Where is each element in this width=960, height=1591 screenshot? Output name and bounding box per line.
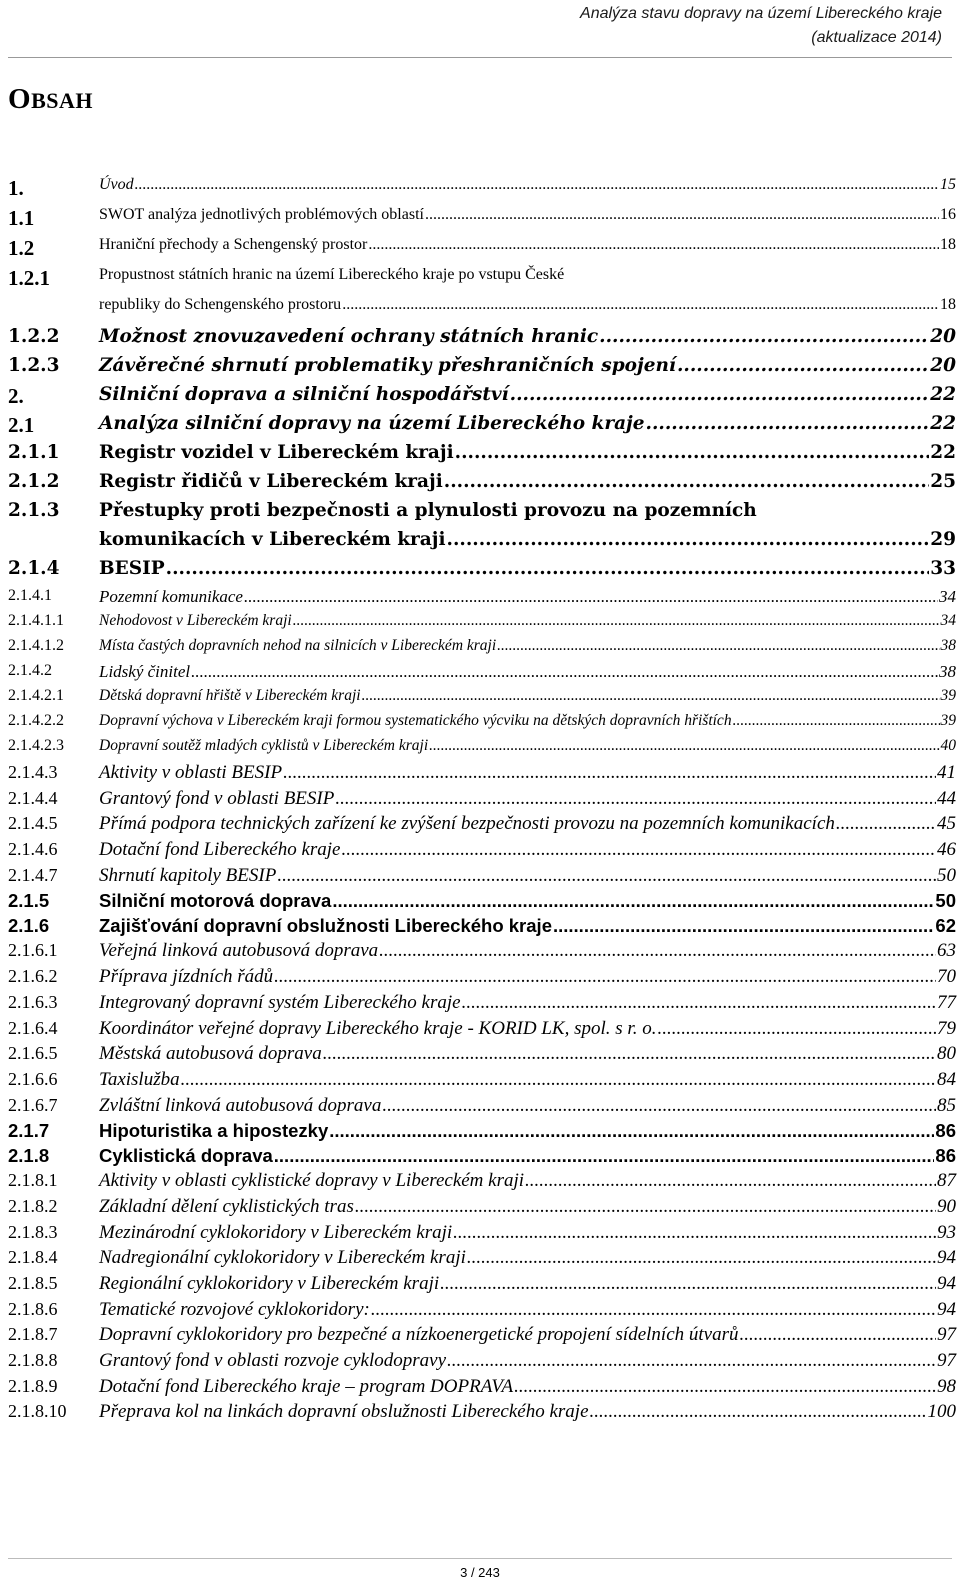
toc-entry[interactable] (8, 1324, 956, 1350)
toc-entry-number: 2.1.8.4 (8, 1247, 58, 1268)
toc-entry-page: 44 (937, 787, 956, 809)
toc-entry-number: 2.1.8.3 (8, 1221, 58, 1242)
toc-entry-title: Možnost znovuzavedení ochrany státních hranic (99, 326, 599, 347)
toc-entry-number: 1.2 (8, 236, 35, 260)
toc-entry-page: 86 (935, 1145, 956, 1167)
toc-leader-dots (657, 1018, 936, 1040)
toc-leader-dots (274, 966, 936, 988)
toc-entry[interactable] (8, 1401, 956, 1427)
toc-entry-title: Hraniční přechody a Schengenský prostor (99, 236, 368, 253)
toc-entry-number: 2.1.8.10 (8, 1401, 67, 1422)
toc-entry-page: 97 (937, 1350, 956, 1372)
toc-entry-title: Cyklistická doprava (99, 1145, 273, 1167)
toc-entry-number: 2.1.8.9 (8, 1375, 58, 1396)
toc-entry[interactable] (8, 1299, 956, 1325)
toc-entry-number: 2.1.2 (8, 471, 60, 492)
toc-entry-title-continued: republiky do Schengenského prostoru (99, 296, 342, 313)
running-header (580, 2, 942, 50)
toc-entry-number: 2.1.4.1.2 (8, 637, 64, 654)
toc-entry-page: 80 (937, 1043, 956, 1065)
toc-entry-number: 2.1.6 (8, 915, 50, 937)
toc-entry-page: 84 (937, 1068, 956, 1090)
toc-entry-number: 2.1.4.5 (8, 813, 58, 834)
toc-entry-title: Zvláštní linková autobusová doprava (99, 1094, 382, 1116)
toc-leader-dots (444, 471, 930, 492)
toc-leader-dots (429, 737, 939, 755)
toc-entry-title: Registr vozidel v Libereckém kraji (99, 442, 454, 463)
toc-entry-number: 2.1.4.2.2 (8, 712, 64, 729)
toc-entry-number: 2.1.4.4 (8, 787, 58, 808)
toc-entry-page: 63 (937, 940, 956, 962)
toc-leader-dots (497, 637, 939, 655)
toc-entry[interactable] (8, 992, 956, 1018)
toc-entry[interactable] (8, 1350, 956, 1376)
toc-entry[interactable] (8, 1043, 956, 1069)
toc-entry-page: 97 (937, 1324, 956, 1346)
toc-leader-dots (274, 1145, 935, 1167)
toc-entry-title: Místa častých dopravních nehod na silnicích v Libereckém kraji (99, 637, 497, 654)
toc-entry[interactable] (8, 940, 956, 966)
toc-entry-number: 2.1.7 (8, 1120, 50, 1142)
toc-entry-number: 2.1.4.2 (8, 662, 52, 679)
toc-entry[interactable] (8, 1170, 956, 1196)
toc-entry-number: 2.1.8.7 (8, 1324, 58, 1345)
toc-entry-number: 2.1.1 (8, 442, 60, 463)
toc-entry-page: 86 (935, 1120, 956, 1142)
toc-entry-number: 1.2.1 (8, 266, 50, 290)
toc-entry-number: 2.1.4.1 (8, 587, 52, 604)
toc-entry-title: Grantový fond v oblasti rozvoje cyklodopravy (99, 1350, 447, 1372)
toc-entry-title: Základní dělení cyklistických tras (99, 1195, 354, 1217)
toc-leader-dots (525, 1170, 936, 1192)
toc-leader-dots (323, 1043, 936, 1065)
toc-entry[interactable] (8, 1196, 956, 1222)
toc-entry-title: Shrnutí kapitoly BESIP (99, 864, 277, 886)
toc-entry-page: 29 (930, 529, 956, 550)
toc-entry-title: Hipoturistika a hipostezky (99, 1120, 329, 1142)
toc-entry-title-continued: komunikacích v Libereckém kraji (99, 529, 446, 550)
toc-entry-page: 15 (940, 176, 956, 193)
toc-entry-page: 22 (930, 413, 956, 434)
toc-entry-title: Registr řidičů v Libereckém kraji (99, 471, 443, 492)
toc-entry-page: 70 (937, 966, 956, 988)
toc-entry[interactable] (8, 500, 956, 558)
toc-leader-dots (277, 865, 936, 887)
toc-entry[interactable] (8, 762, 956, 788)
toc-entry-number: 2.1.5 (8, 890, 50, 912)
toc-leader-dots (455, 442, 930, 463)
toc-entry-page: 16 (940, 206, 956, 223)
toc-entry-title: BESIP (99, 558, 165, 579)
toc-entry-title: Městská autobusová doprava (99, 1043, 322, 1065)
toc-entry-title: Přímá podpora technických zařízení ke zvýšení bezpečnosti provozu na pozemních komunikacích (99, 813, 835, 835)
table-of-contents (8, 176, 956, 1427)
toc-entry-page: 38 (940, 637, 956, 654)
toc-leader-dots (646, 413, 930, 434)
toc-entry[interactable] (8, 1095, 956, 1121)
toc-entry[interactable] (8, 865, 956, 891)
toc-leader-dots (342, 296, 939, 314)
toc-entry-title: Analýza silniční dopravy na území Libereckého kraje (99, 413, 645, 434)
toc-leader-dots (181, 1069, 936, 1091)
toc-entry-page: 46 (937, 839, 956, 861)
toc-entry[interactable] (8, 236, 956, 266)
toc-entry-title: Přestupky proti bezpečnosti a plynulosti provozu na pozemních (99, 500, 757, 521)
toc-entry-page: 34 (939, 587, 956, 606)
toc-entry-number: 1.1 (8, 206, 35, 230)
toc-leader-dots (733, 712, 940, 730)
toc-leader-dots (553, 915, 934, 937)
toc-entry-page: 100 (927, 1401, 956, 1423)
toc-leader-dots (371, 1299, 936, 1321)
toc-leader-dots (362, 687, 940, 705)
toc-entry[interactable] (8, 712, 956, 737)
toc-entry-title: Lidský činitel (99, 662, 191, 681)
toc-entry-title: Dopravní soutěž mladých cyklistů v Libereckém kraji (99, 737, 429, 754)
toc-entry-title: Mezinárodní cyklokoridory v Libereckém kraji (99, 1221, 453, 1243)
toc-entry[interactable] (8, 1145, 956, 1170)
toc-leader-dots (283, 762, 936, 784)
toc-entry[interactable] (8, 839, 956, 865)
toc-entry-number: 2.1.8.2 (8, 1195, 58, 1216)
toc-entry-page: 40 (940, 737, 956, 754)
toc-entry-page: 33 (930, 558, 956, 579)
toc-entry-page: 22 (930, 442, 956, 463)
toc-entry[interactable] (8, 1376, 956, 1402)
toc-entry-title: Dětská dopravní hřiště v Libereckém kraji (99, 687, 361, 704)
toc-leader-dots (191, 662, 938, 682)
toc-entry-title: SWOT analýza jednotlivých problémových oblastí (99, 206, 424, 223)
toc-leader-dots (467, 1247, 936, 1269)
toc-leader-dots (355, 1196, 936, 1218)
toc-entry-number: 2.1 (8, 413, 35, 437)
toc-entry-page: 22 (930, 384, 956, 405)
toc-entry-title: Dotační fond Libereckého kraje – program DOPRAVA (99, 1375, 514, 1397)
toc-entry-number: 2.1.4.2.1 (8, 687, 64, 704)
toc-leader-dots (447, 1350, 936, 1372)
toc-entry-number: 2.1.6.5 (8, 1043, 58, 1064)
toc-entry-title: Koordinátor veřejné dopravy Libereckého kraje - KORID LK, spol. s r. o. (99, 1017, 657, 1039)
toc-leader-dots (447, 529, 930, 550)
toc-entry-title: Nehodovost v Libereckém kraji (99, 612, 292, 629)
toc-entry[interactable] (8, 266, 956, 326)
toc-entry-page: 94 (937, 1298, 956, 1320)
toc-entry-number: 2.1.6.6 (8, 1068, 58, 1089)
toc-entry-page: 90 (937, 1195, 956, 1217)
toc-entry-number: 2.1.6.1 (8, 940, 58, 961)
toc-entry[interactable] (8, 915, 956, 940)
toc-entry-page: 50 (935, 890, 956, 912)
toc-entry[interactable] (8, 1069, 956, 1095)
toc-entry-page: 93 (937, 1221, 956, 1243)
toc-entry-number: 2.1.4.6 (8, 839, 58, 860)
toc-entry[interactable] (8, 326, 956, 355)
toc-entry[interactable] (8, 413, 956, 442)
toc-entry[interactable] (8, 587, 956, 612)
toc-entry-title: Dopravní výchova v Libereckém kraji formou systematického výcviku na dětských dopravních hřištích (99, 712, 732, 729)
toc-entry-number: 2.1.8.6 (8, 1298, 58, 1319)
toc-leader-dots (740, 1324, 937, 1346)
toc-entry-number: 2.1.6.4 (8, 1017, 58, 1038)
toc-entry[interactable] (8, 612, 956, 637)
toc-entry-number: 2.1.8 (8, 1145, 50, 1167)
toc-entry-title: Příprava jízdních řádů (99, 966, 274, 988)
toc-entry-page: 34 (940, 612, 956, 629)
toc-entry-page: 38 (939, 662, 956, 681)
toc-entry[interactable] (8, 966, 956, 992)
toc-entry[interactable] (8, 687, 956, 712)
header-title: Analýza stavu dopravy na území Libereckého kraje (580, 5, 942, 22)
toc-entry-page: 50 (937, 864, 956, 886)
toc-entry-number: 2.1.6.2 (8, 966, 58, 987)
footer-divider (8, 1558, 952, 1559)
toc-entry-number: 2.1.4 (8, 558, 60, 579)
toc-entry-page: 39 (940, 712, 956, 729)
toc-entry[interactable] (8, 442, 956, 471)
toc-entry[interactable] (8, 1247, 956, 1273)
toc-entry-page: 85 (937, 1094, 956, 1116)
toc-entry-title: Nadregionální cyklokoridory v Libereckém kraji (99, 1247, 466, 1269)
toc-entry-number: 2.1.4.7 (8, 864, 58, 885)
toc-entry-page: 18 (940, 296, 956, 313)
toc-leader-dots (677, 355, 929, 376)
toc-entry[interactable] (8, 384, 956, 413)
toc-entry-title: Silniční doprava a silniční hospodářství (99, 384, 509, 405)
toc-entry[interactable] (8, 1018, 956, 1044)
toc-entry-page: 94 (937, 1273, 956, 1294)
toc-leader-dots (293, 612, 940, 630)
toc-entry-number: 2.1.3 (8, 500, 60, 521)
toc-entry-title: Úvod (99, 176, 134, 193)
toc-leader-dots (599, 326, 929, 347)
toc-leader-dots (440, 1273, 936, 1295)
toc-entry-page: 18 (940, 236, 956, 253)
toc-entry-number: 2.1.4.3 (8, 762, 58, 782)
toc-leader-dots (510, 384, 930, 405)
toc-entry[interactable] (8, 890, 956, 915)
toc-entry-title: Aktivity v oblasti cyklistické dopravy v Libereckém kraji (99, 1170, 525, 1192)
toc-entry-number: 2.1.6.7 (8, 1094, 58, 1115)
toc-entry-title: Propustnost státních hranic na území Libereckého kraje po vstupu České (99, 266, 565, 283)
toc-entry[interactable] (8, 558, 956, 587)
toc-entry-title: Tematické rozvojové cyklokoridory: (99, 1298, 370, 1320)
toc-entry-page: 45 (937, 813, 956, 835)
toc-entry[interactable] (8, 1120, 956, 1145)
toc-entry[interactable] (8, 176, 956, 206)
toc-entry[interactable] (8, 637, 956, 662)
toc-entry[interactable] (8, 206, 956, 236)
toc-leader-dots (329, 1120, 934, 1142)
toc-leader-dots (425, 206, 939, 224)
toc-entry-page: 62 (935, 915, 956, 937)
toc-entry-number: 2.1.4.2.3 (8, 737, 64, 754)
toc-entry[interactable] (8, 737, 956, 762)
toc-leader-dots (382, 1095, 936, 1117)
toc-leader-dots (335, 788, 936, 810)
toc-entry-title: Zajišťování dopravní obslužnosti Libereckého kraje (99, 915, 552, 937)
toc-entry-page: 79 (937, 1017, 956, 1039)
toc-entry-number: 2. (8, 384, 24, 408)
toc-leader-dots (462, 992, 936, 1014)
toc-entry-number: 2.1.8.1 (8, 1170, 58, 1191)
toc-leader-dots (332, 890, 934, 912)
toc-entry-number: 1. (8, 176, 24, 200)
toc-entry-title: Integrovaný dopravní systém Libereckého kraje (99, 991, 461, 1013)
toc-entry-title: Aktivity v oblasti BESIP (99, 762, 283, 783)
toc-leader-dots (379, 940, 936, 962)
toc-leader-dots (514, 1376, 936, 1398)
toc-leader-dots (368, 236, 939, 254)
toc-entry-title: Veřejná linková autobusová doprava (99, 940, 379, 962)
page-title: OBSAH (8, 83, 93, 115)
toc-leader-dots (590, 1401, 927, 1423)
toc-entry-number: 2.1.8.8 (8, 1350, 58, 1371)
toc-entry-page: 25 (930, 471, 956, 492)
toc-entry-page: 94 (937, 1247, 956, 1269)
toc-entry-title: Závěrečné shrnutí problematiky přeshraničních spojení (99, 355, 676, 376)
toc-entry[interactable] (8, 662, 956, 687)
toc-entry[interactable] (8, 813, 956, 839)
toc-entry-number: 2.1.6.3 (8, 991, 58, 1012)
toc-leader-dots (135, 176, 939, 194)
toc-entry-title: Regionální cyklokoridory v Libereckém kraji (99, 1273, 440, 1294)
toc-entry-title: Grantový fond v oblasti BESIP (99, 787, 335, 809)
header-subtitle: (aktualizace 2014) (811, 29, 942, 46)
toc-leader-dots (244, 587, 938, 607)
toc-entry-title: Dopravní cyklokoridory pro bezpečné a nízkoenergetické propojení sídelních útvarů (99, 1324, 739, 1346)
toc-leader-dots (166, 558, 930, 579)
toc-entry-page: 77 (937, 991, 956, 1013)
toc-entry-title: Silniční motorová doprava (99, 890, 332, 912)
toc-leader-dots (836, 813, 936, 835)
toc-entry-number: 1.2.2 (8, 326, 60, 347)
toc-entry[interactable] (8, 355, 956, 384)
toc-entry-title: Pozemní komunikace (99, 587, 243, 606)
toc-leader-dots (341, 839, 936, 861)
toc-entry[interactable] (8, 1222, 956, 1248)
toc-entry-title: Taxislužba (99, 1068, 180, 1090)
header-divider (8, 57, 952, 58)
toc-entry[interactable] (8, 788, 956, 814)
toc-entry-page: 98 (937, 1375, 956, 1397)
toc-entry-number: 2.1.8.5 (8, 1273, 58, 1293)
toc-entry-page: 87 (937, 1170, 956, 1192)
toc-entry-title: Přeprava kol na linkách dopravní obslužnosti Libereckého kraje (99, 1401, 589, 1423)
toc-entry-number: 2.1.4.1.1 (8, 612, 64, 629)
toc-entry-page: 20 (930, 355, 956, 376)
toc-entry[interactable] (8, 471, 956, 500)
page-number: 3 / 243 (460, 1565, 500, 1580)
toc-entry-number: 1.2.3 (8, 355, 60, 376)
toc-entry-page: 20 (930, 326, 956, 347)
toc-leader-dots (453, 1222, 936, 1244)
toc-entry[interactable] (8, 1273, 956, 1299)
toc-entry-page: 39 (940, 687, 956, 704)
toc-entry-title: Dotační fond Libereckého kraje (99, 839, 341, 861)
toc-entry-page: 41 (937, 762, 956, 783)
